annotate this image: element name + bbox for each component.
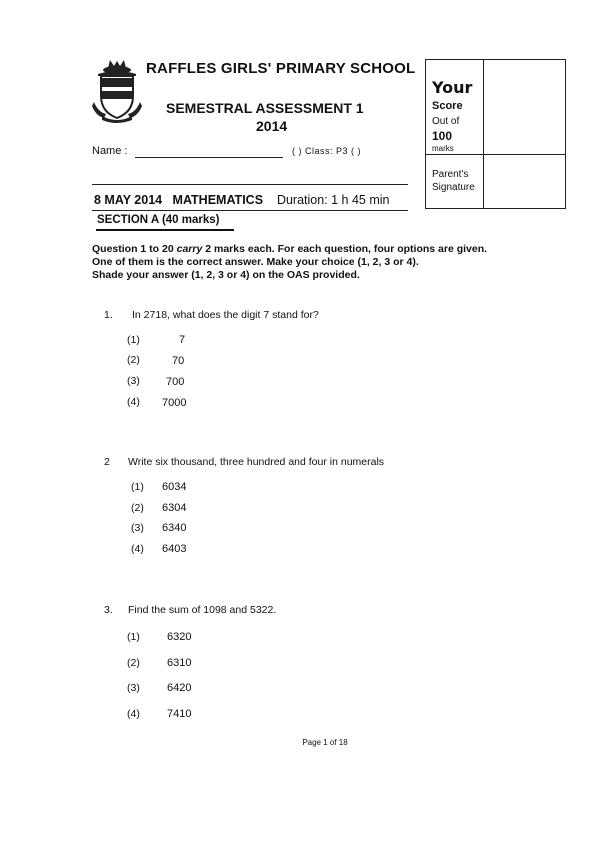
option-value: 6320 — [167, 631, 192, 643]
option-number: (2) — [127, 354, 140, 366]
instruction-part: carry — [176, 243, 203, 255]
instructions — [92, 243, 522, 282]
option-value: 7 — [179, 334, 186, 346]
school-crest-logo — [92, 58, 142, 124]
score-out-of-label: Out of — [432, 116, 460, 127]
option-number: (4) — [127, 396, 140, 408]
exam-date: 8 MAY 2014 — [94, 193, 163, 207]
score-total: 100 — [432, 129, 453, 143]
option-value: 6304 — [162, 502, 187, 514]
exam-subject: MATHEMATICS — [172, 193, 264, 207]
option-value: 70 — [172, 355, 185, 367]
option-value: 7000 — [162, 397, 187, 409]
class-field: ( ) Class: P3 ( ) — [292, 146, 362, 156]
instruction-line — [92, 243, 522, 256]
option-value: 6340 — [162, 522, 187, 534]
section-title: SECTION A (40 marks) — [97, 214, 220, 226]
instruction-part: Question 1 to 20 — [92, 243, 174, 255]
assessment-year: 2014 — [256, 118, 288, 134]
instruction-line: Shade your answer (1, 2, 3 or 4) on the OAS provided. — [92, 269, 360, 281]
parent-label-line2: Signature — [432, 182, 475, 193]
option-number: (3) — [127, 375, 140, 387]
option-value: 6403 — [162, 543, 187, 555]
option-value: 6034 — [162, 481, 187, 493]
option-value: 700 — [166, 376, 185, 388]
option-number: (4) — [131, 543, 144, 555]
name-line — [135, 157, 283, 158]
option-number: (4) — [127, 708, 140, 720]
option-number: (3) — [131, 522, 144, 534]
option-number: (1) — [127, 631, 140, 643]
option-value: 6310 — [167, 657, 192, 669]
assessment-title: SEMESTRAL ASSESSMENT 1 — [166, 100, 364, 116]
score-box-divider — [426, 154, 565, 155]
question-text: Find the sum of 1098 and 5322. — [128, 604, 277, 616]
divider-line — [92, 184, 408, 185]
option-value: 7410 — [167, 708, 192, 720]
name-label: Name : — [92, 145, 128, 157]
section-underline — [96, 229, 234, 231]
page-number: Page 1 of 18 — [302, 738, 348, 747]
score-label: Score — [432, 100, 463, 112]
divider-line — [92, 210, 408, 211]
exam-info-row — [94, 193, 390, 207]
option-number: (3) — [127, 682, 140, 694]
instruction-line: One of them is the correct answer. Make your choice (1, 2, 3 or 4). — [92, 256, 419, 268]
instruction-part: 2 marks each. For each question, four options are given. — [205, 243, 488, 255]
score-box-divider — [483, 60, 484, 208]
score-box — [425, 59, 566, 209]
question-text: In 2718, what does the digit 7 stand for? — [132, 309, 319, 321]
question-number: 1. — [104, 309, 113, 321]
option-number: (2) — [131, 502, 144, 514]
score-marks-label: marks — [432, 144, 454, 153]
parent-signature-label — [432, 168, 475, 194]
name-row — [92, 145, 362, 157]
question-number: 3. — [104, 604, 113, 616]
exam-duration: Duration: 1 h 45 min — [276, 193, 390, 207]
parent-label-line1: Parent's — [432, 169, 469, 180]
option-number: (2) — [127, 657, 140, 669]
score-your-label: Your — [432, 78, 473, 97]
option-number: (1) — [131, 481, 144, 493]
school-name: RAFFLES GIRLS' PRIMARY SCHOOL — [146, 60, 416, 77]
question-number: 2 — [104, 456, 110, 468]
option-value: 6420 — [167, 682, 192, 694]
question-text: Write six thousand, three hundred and four in numerals — [128, 456, 385, 468]
option-number: (1) — [127, 334, 140, 346]
